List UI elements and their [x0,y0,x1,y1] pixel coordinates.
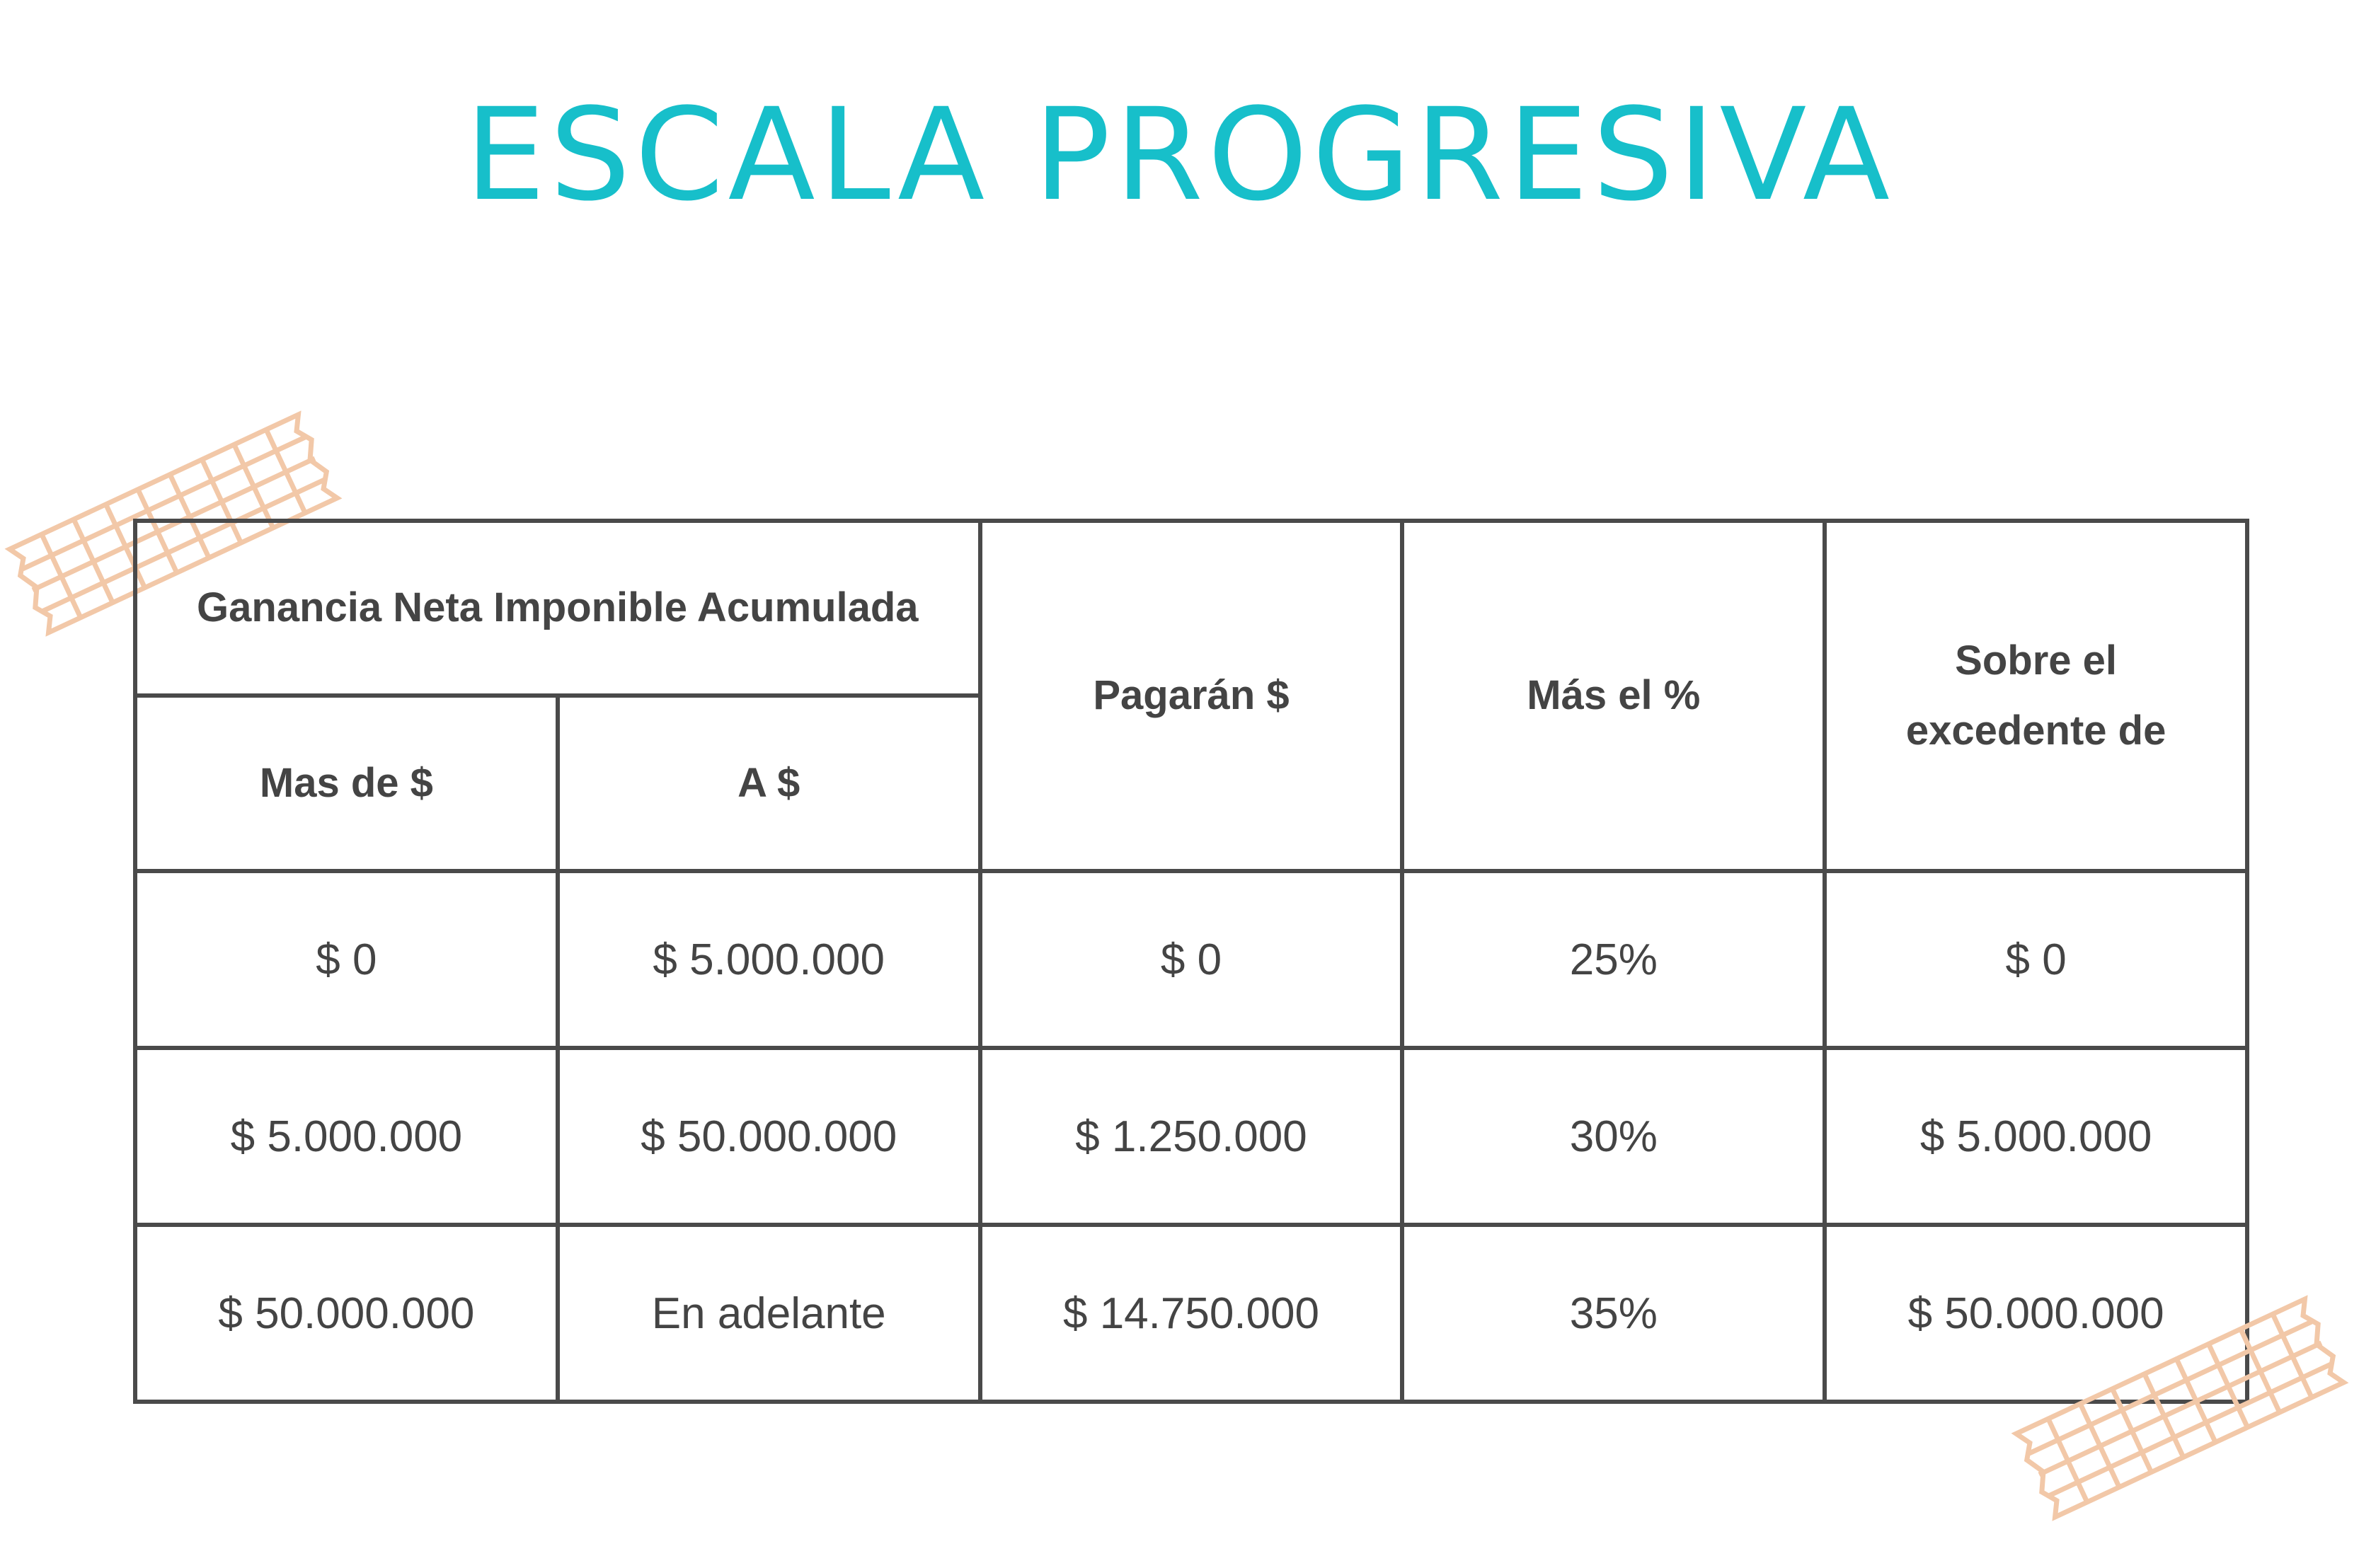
table-row [135,1225,2247,1402]
table-cell: 30% [1402,1048,1825,1225]
header-pagaran: Pagarán $ [980,521,1403,871]
table-row [135,871,2247,1048]
table-cell: $ 5.000.000 [1825,1048,2247,1225]
subheader-a: A $ [558,696,980,871]
table-cell: $ 5.000.000 [558,871,980,1048]
header-mas-el-porcentaje: Más el % [1402,521,1825,871]
group-header: Ganancia Neta Imponible Acumulada [135,521,980,696]
header-sobre-excedente [1825,521,2247,871]
table-row [135,1048,2247,1225]
table-cell: $ 0 [135,871,558,1048]
subheader-mas-de: Mas de $ [135,696,558,871]
table-cell: $ 50.000.000 [135,1225,558,1402]
table-cell: $ 0 [1825,871,2247,1048]
table-cell: 25% [1402,871,1825,1048]
table-cell: $ 50.000.000 [1825,1225,2247,1402]
table-cell: 35% [1402,1225,1825,1402]
table-cell: $ 5.000.000 [135,1048,558,1225]
table-cell: $ 50.000.000 [558,1048,980,1225]
table-cell: $ 14.750.000 [980,1225,1403,1402]
tax-scale-table [133,519,2249,1404]
table-cell: $ 1.250.000 [980,1048,1403,1225]
table-cell: $ 0 [980,871,1403,1048]
table-cell: En adelante [558,1225,980,1402]
page-title: ESCALA PROGRESIVA [464,81,1895,229]
header-sobre-excedente-label: Sobre el excedente de [1905,637,2166,754]
